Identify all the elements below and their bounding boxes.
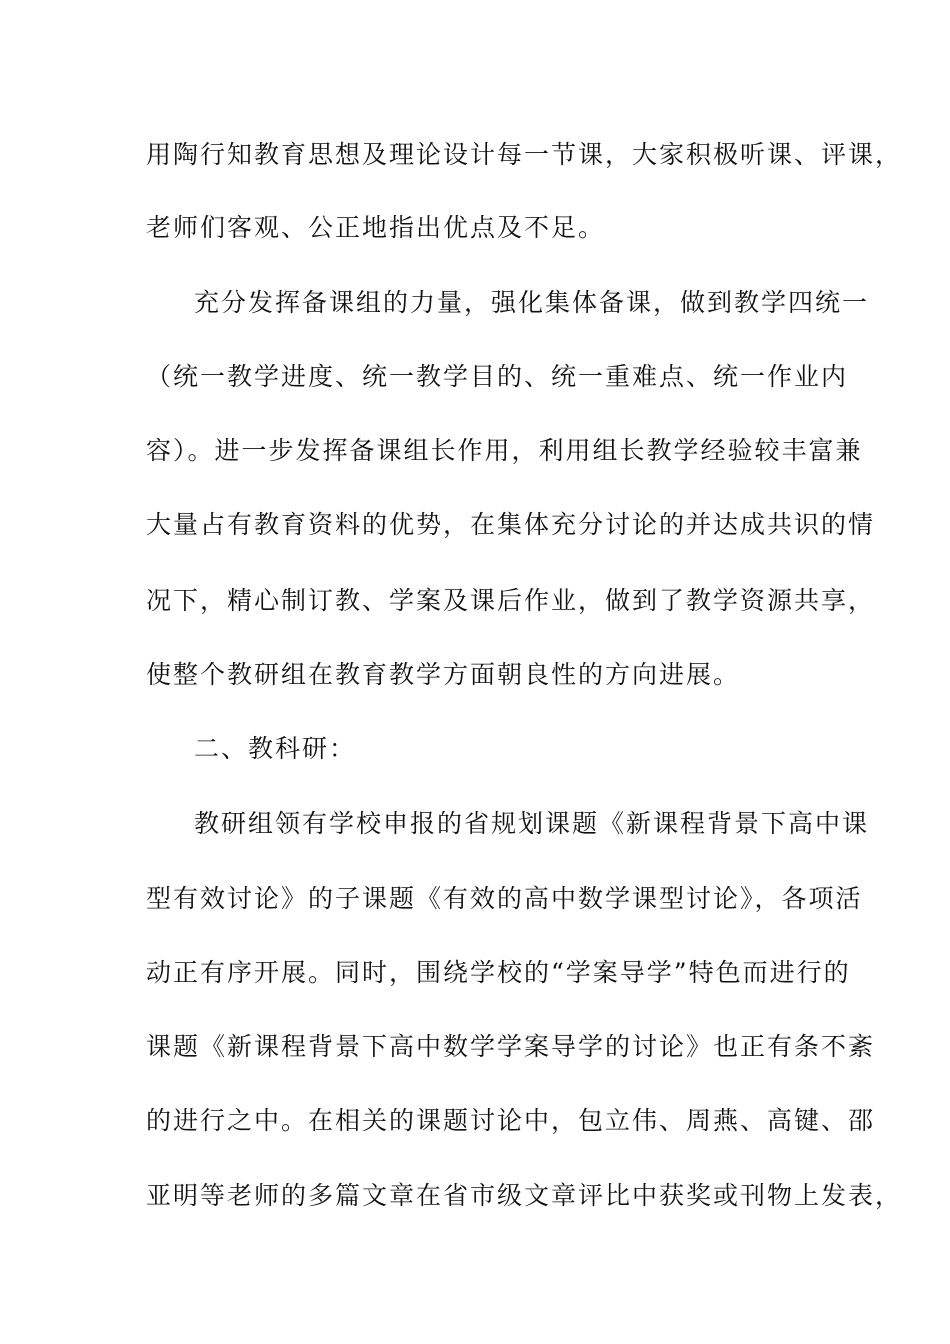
text-line: 动正有序开展。同时，围绕学校的“学案导学”特色而进行的	[146, 958, 851, 987]
text-line: 容）。进一步发挥备课组长作用，利用组长教学经验较丰富兼	[146, 436, 863, 465]
text-line: 使整个教研组在教育教学方面朝良性的方向进展。	[146, 660, 741, 689]
text-line: 况下，精心制订教、学案及课后作业，做到了教学资源共享，	[146, 586, 876, 615]
text-line: 用陶行知教育思想及理论设计每一节课，大家积极听课、评课，	[146, 140, 903, 169]
paragraph-start-line: 教研组领有学校申报的省规划课题《新课程背景下高中课	[194, 809, 870, 838]
text-line: 大量占有教育资料的优势，在集体充分讨论的并达成共识的情	[146, 510, 876, 539]
text-line: 课题《新课程背景下高中数学学案导学的讨论》也正有条不紊	[146, 1032, 876, 1061]
section-heading: 二、教科研：	[194, 734, 357, 763]
text-line: 的进行之中。在相关的课题讨论中，包立伟、周燕、高键、邵	[146, 1106, 876, 1135]
text-line: 老师们客观、公正地指出优点及不足。	[146, 213, 606, 242]
paragraph-start-line: 充分发挥备课组的力量，强化集体备课，做到教学四统一	[194, 288, 870, 317]
text-line: 亚明等老师的多篇文章在省市级文章评比中获奖或刊物上发表，	[146, 1181, 903, 1210]
text-line: （统一教学进度、统一教学目的、统一重难点、统一作业内	[146, 362, 849, 391]
text-line: 型有效讨论》的子课题《有效的高中数学课型讨论》，各项活	[146, 884, 863, 913]
